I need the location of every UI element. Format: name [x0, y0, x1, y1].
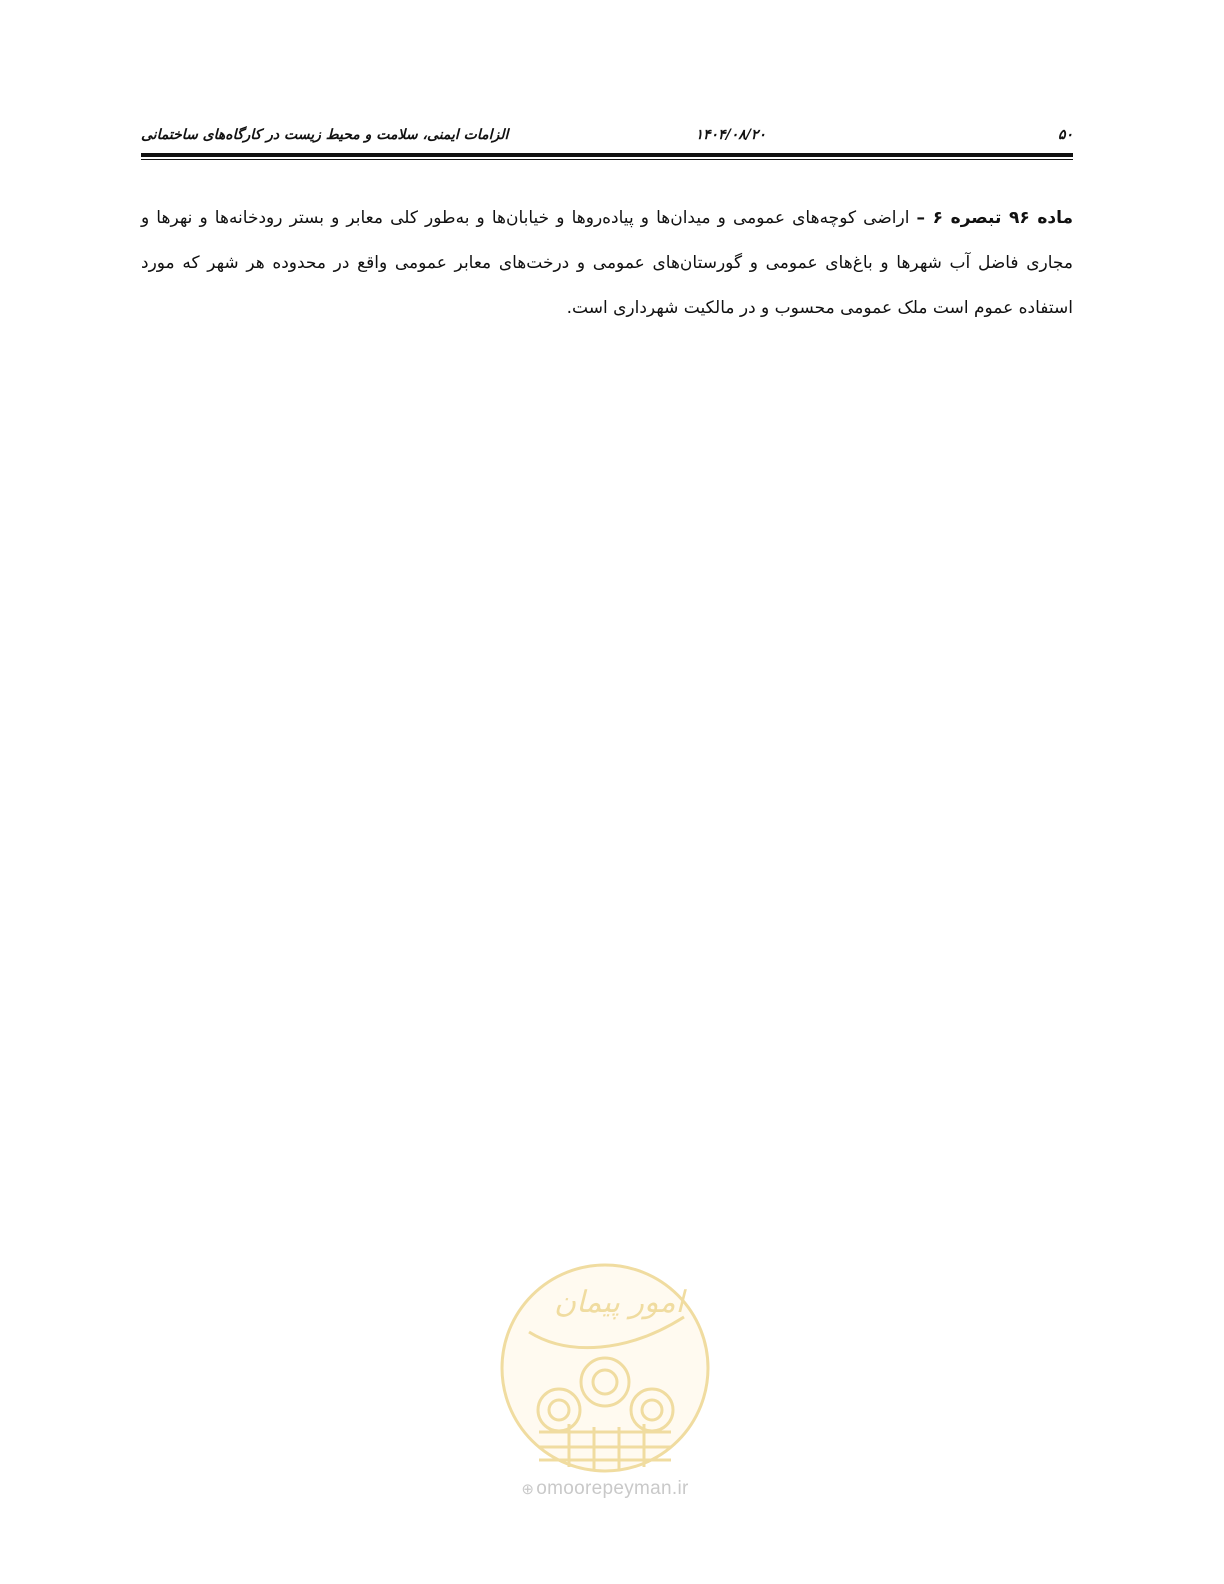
watermark-url-line	[499, 1478, 711, 1500]
page-header	[141, 122, 1073, 148]
header-rule-thin	[141, 159, 1073, 160]
header-title: الزامات ایمنی، سلامت و محیط زیست در کارگاه‌های ساختمانی	[141, 127, 509, 143]
watermark-logo	[499, 1262, 711, 1474]
globe-icon: ⊕	[521, 1481, 535, 1498]
page-number: ۵۰	[1057, 127, 1073, 143]
article-text: اراضی کوچه‌های عمومی و میدان‌ها و پیاده‌روها و خیابان‌ها و به‌طور کلی معابر و بستر رودخانه‌ها و نهرها و مجاری فاضل آب شهرها و باغ‌های عمومی و گورستان‌های عمومی و درخت‌های معابر عمومی واقع در محدوده هر شهر که مورد استفاده عموم است ملک عمومی محسوب و در مالکیت شهرداری است.	[141, 208, 1073, 318]
watermark-logo-text: امور پیمان	[554, 1285, 684, 1320]
article-lead: ماده ۹۶ تبصره ۶ –	[916, 208, 1074, 228]
header-date: ۱۴۰۴/۰۸/۲۰	[695, 127, 766, 143]
header-rule-thick	[141, 153, 1073, 157]
article-paragraph	[141, 196, 1073, 331]
watermark-url: omoorepeyman.ir	[536, 1478, 689, 1499]
